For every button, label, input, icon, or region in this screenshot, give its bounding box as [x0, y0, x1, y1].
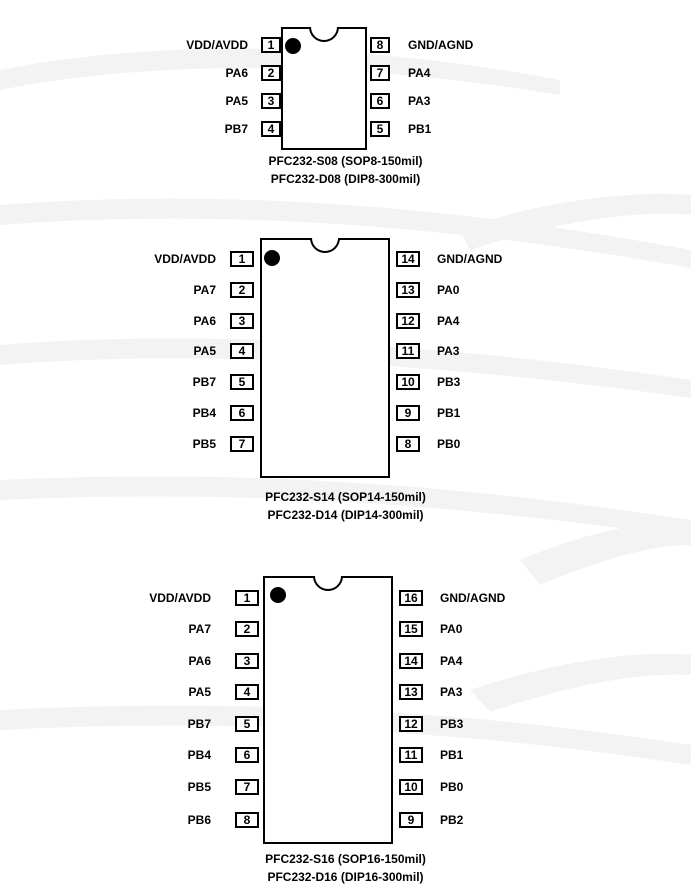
pin-number-box: 9 [396, 405, 420, 421]
pin-label: PB3 [437, 375, 461, 389]
pin-label: PB0 [437, 437, 461, 451]
pin-label: VDD/AVDD [149, 591, 211, 605]
pin-label: PB6 [187, 813, 211, 827]
pin-number-box: 1 [261, 37, 281, 53]
pin-number-box: 8 [370, 37, 390, 53]
pin-label: PB5 [192, 437, 216, 451]
ic-body [263, 576, 393, 844]
package-caption [0, 488, 691, 524]
pin-number-box: 7 [230, 436, 254, 452]
pin-label: PA0 [437, 283, 460, 297]
pin-number-box: 7 [235, 779, 259, 795]
pin-label: PB4 [187, 748, 211, 762]
pin-label: PB7 [187, 717, 211, 731]
package-caption [0, 152, 691, 188]
pin-label: PA4 [437, 314, 460, 328]
pin-number-box: 11 [396, 343, 420, 359]
pin-label: PA6 [188, 654, 211, 668]
pin-label: PA7 [188, 622, 211, 636]
pin-label: VDD/AVDD [186, 38, 248, 52]
pin-number-box: 1 [230, 251, 254, 267]
pin-label: PA6 [225, 66, 248, 80]
pin-number-box: 12 [399, 716, 423, 732]
pin-label: PA5 [225, 94, 248, 108]
pin-number-box: 10 [399, 779, 423, 795]
pin-number-box: 14 [399, 653, 423, 669]
pin-label: PB7 [224, 122, 248, 136]
pin-label: PB5 [187, 780, 211, 794]
pin-number-box: 12 [396, 313, 420, 329]
pin-label: PB4 [192, 406, 216, 420]
pin-label: GND/AGND [440, 591, 506, 605]
package-caption-line: PFC232-S16 (SOP16-150mil) [265, 852, 426, 866]
pin1-indicator-dot [285, 38, 301, 54]
pin-number-box: 2 [230, 282, 254, 298]
ic-notch [310, 238, 340, 253]
pin-number-box: 13 [399, 684, 423, 700]
pin-label: VDD/AVDD [154, 252, 216, 266]
pin1-indicator-dot [264, 250, 280, 266]
package-caption-line: PFC232-D16 (DIP16-300mil) [267, 870, 424, 884]
pin-label: PA7 [193, 283, 216, 297]
pin-number-box: 8 [396, 436, 420, 452]
pin-number-box: 4 [230, 343, 254, 359]
ic-notch [309, 27, 339, 42]
pin-number-box: 8 [235, 812, 259, 828]
pin-number-box: 10 [396, 374, 420, 390]
pin-label: PA6 [193, 314, 216, 328]
ic-body [260, 238, 390, 478]
pin-label: PB1 [437, 406, 461, 420]
pin-number-box: 16 [399, 590, 423, 606]
pin-number-box: 1 [235, 590, 259, 606]
pin-label: PA3 [440, 685, 463, 699]
pin-label: PA3 [437, 344, 460, 358]
package-caption-line: PFC232-S08 (SOP8-150mil) [268, 154, 423, 168]
pin-number-box: 13 [396, 282, 420, 298]
pin-number-box: 5 [370, 121, 390, 137]
pin-label: PB3 [440, 717, 464, 731]
pin-label: PB7 [192, 375, 216, 389]
pin-label: PA3 [408, 94, 431, 108]
pin-label: PB1 [440, 748, 464, 762]
pin-label: PA0 [440, 622, 463, 636]
pin-label: PB1 [408, 122, 432, 136]
pin-number-box: 7 [370, 65, 390, 81]
pin-number-box: 5 [235, 716, 259, 732]
pin-label: PA4 [408, 66, 431, 80]
pin-label: PA5 [188, 685, 211, 699]
pin-number-box: 15 [399, 621, 423, 637]
pin-number-box: 6 [370, 93, 390, 109]
pin-number-box: 3 [235, 653, 259, 669]
pin-number-box: 6 [230, 405, 254, 421]
pin-number-box: 9 [399, 812, 423, 828]
pin-number-box: 2 [261, 65, 281, 81]
pin-label: PB0 [440, 780, 464, 794]
package-caption-line: PFC232-D08 (DIP8-300mil) [270, 172, 421, 186]
pin1-indicator-dot [270, 587, 286, 603]
pin-number-box: 14 [396, 251, 420, 267]
pin-label: PA4 [440, 654, 463, 668]
pin-number-box: 6 [235, 747, 259, 763]
pin-number-box: 3 [230, 313, 254, 329]
pin-label: GND/AGND [408, 38, 474, 52]
pin-number-box: 11 [399, 747, 423, 763]
pin-label: PB2 [440, 813, 464, 827]
package-caption-line: PFC232-D14 (DIP14-300mil) [267, 508, 424, 522]
pin-number-box: 3 [261, 93, 281, 109]
pin-label: PA5 [193, 344, 216, 358]
pin-label: GND/AGND [437, 252, 503, 266]
ic-notch [313, 576, 343, 591]
pin-number-box: 4 [235, 684, 259, 700]
package-caption [0, 850, 691, 886]
package-caption-line: PFC232-S14 (SOP14-150mil) [265, 490, 426, 504]
pin-number-box: 2 [235, 621, 259, 637]
pin-number-box: 5 [230, 374, 254, 390]
pin-number-box: 4 [261, 121, 281, 137]
